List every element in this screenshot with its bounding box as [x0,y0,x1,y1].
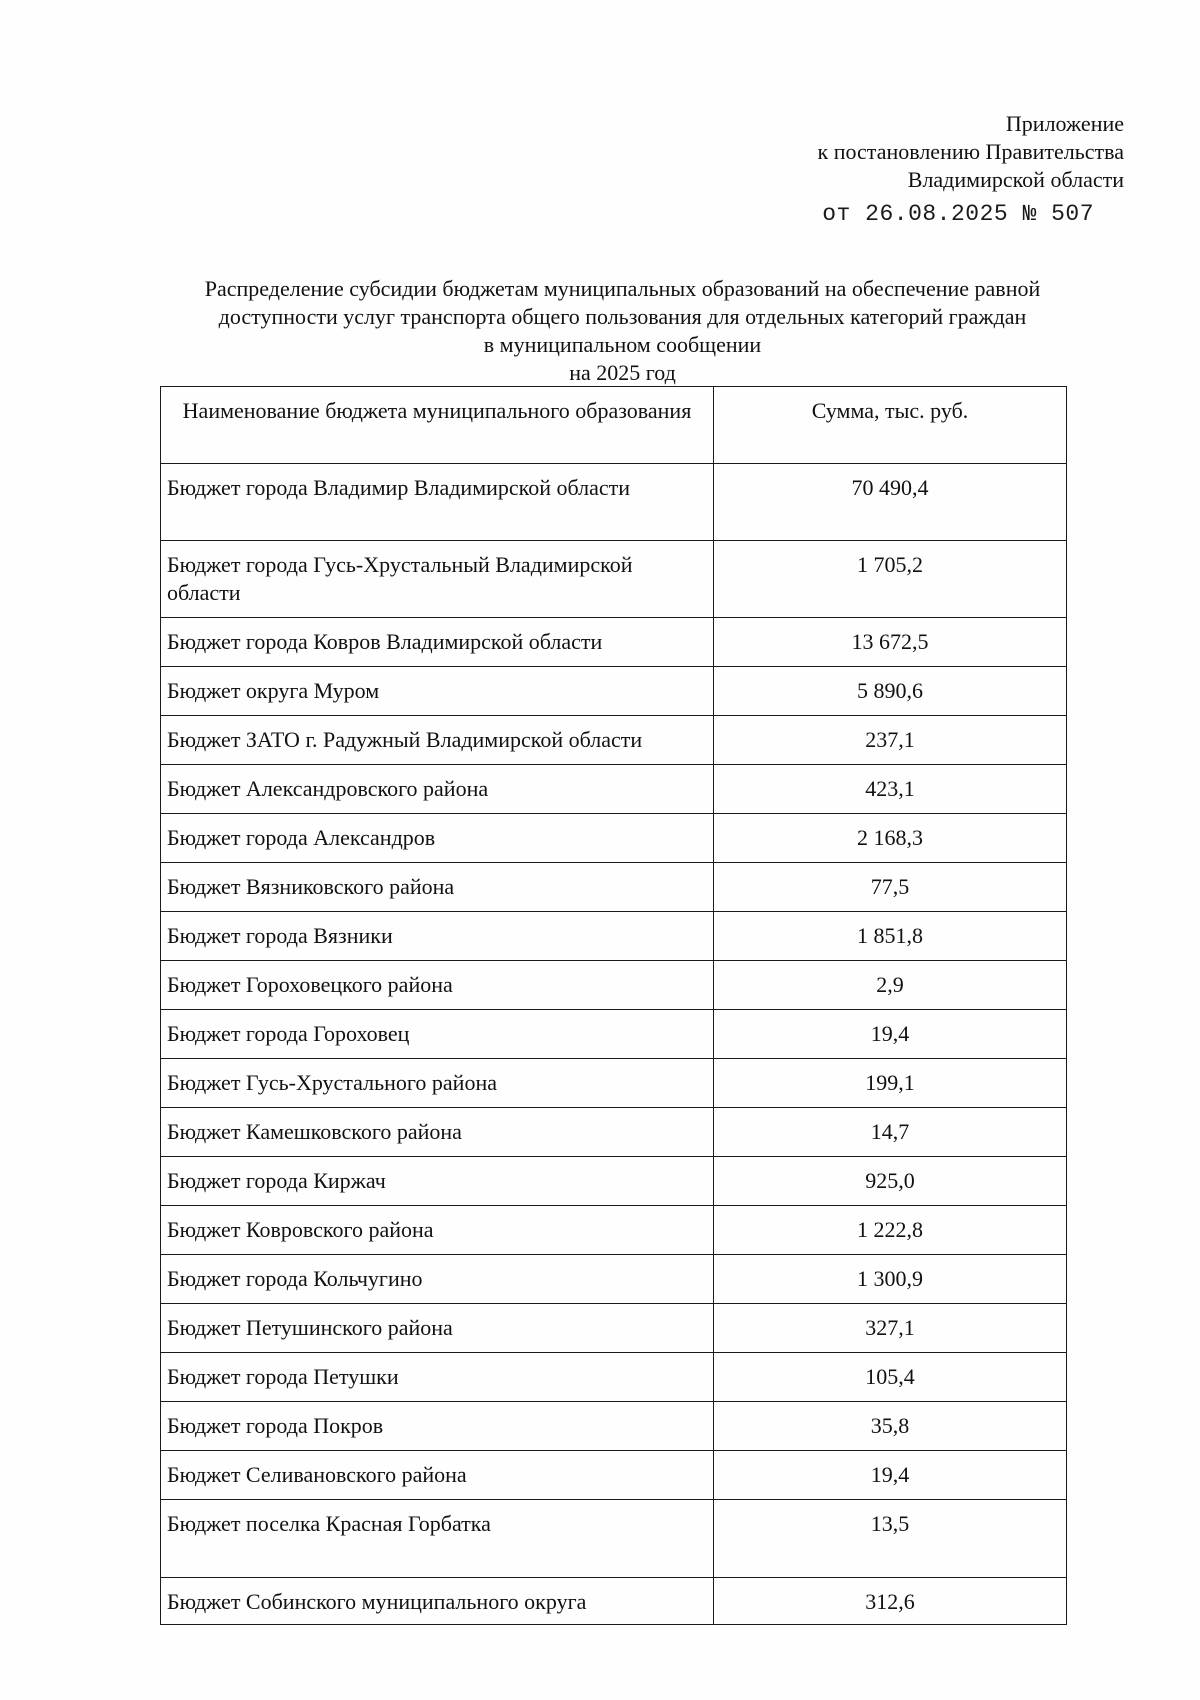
row-amount: 14,7 [714,1108,1067,1157]
row-amount: 13,5 [714,1500,1067,1578]
row-budget-name: Бюджет города Вязники [161,912,714,961]
row-budget-name: Бюджет Собинского муниципального округа [161,1578,714,1625]
table-row [161,1206,1067,1255]
table-row [161,765,1067,814]
row-amount: 5 890,6 [714,667,1067,716]
row-budget-name: Бюджет города Александров [161,814,714,863]
row-amount: 312,6 [714,1578,1067,1625]
table-row [161,618,1067,667]
table-header-row [161,387,1067,464]
table-row [161,1010,1067,1059]
document-title [150,275,1095,387]
title-line-4: на 2025 год [569,360,676,385]
row-budget-name: Бюджет города Петушки [161,1353,714,1402]
appendix-region: Владимирской области [907,167,1124,192]
row-amount: 237,1 [714,716,1067,765]
table-row [161,1157,1067,1206]
table-row [161,1451,1067,1500]
table-row [161,814,1067,863]
row-budget-name: Бюджет города Гусь-Хрустальный Владимирской области [161,541,714,618]
row-budget-name: Бюджет Александровского района [161,765,714,814]
title-line-2: доступности услуг транспорта общего пользования для отдельных категорий граждан [218,304,1027,329]
decree-number-stamp: от 26.08.2025 № 507 [822,201,1094,227]
row-budget-name: Бюджет Петушинского района [161,1304,714,1353]
row-amount: 19,4 [714,1451,1067,1500]
table-row [161,1108,1067,1157]
row-amount: 19,4 [714,1010,1067,1059]
table-row [161,1353,1067,1402]
row-budget-name: Бюджет Селивановского района [161,1451,714,1500]
table-row [161,912,1067,961]
table-row [161,1578,1067,1625]
row-amount: 1 222,8 [714,1206,1067,1255]
appendix-decree-ref: к постановлению Правительства [817,139,1124,164]
row-budget-name: Бюджет ЗАТО г. Радужный Владимирской области [161,716,714,765]
row-budget-name: Бюджет города Киржач [161,1157,714,1206]
row-amount: 925,0 [714,1157,1067,1206]
row-amount: 1 851,8 [714,912,1067,961]
table-row [161,667,1067,716]
row-amount: 70 490,4 [714,464,1067,541]
row-amount: 105,4 [714,1353,1067,1402]
row-amount: 199,1 [714,1059,1067,1108]
table-row [161,716,1067,765]
row-budget-name: Бюджет Камешковского района [161,1108,714,1157]
row-budget-name: Бюджет Гусь-Хрустального района [161,1059,714,1108]
row-budget-name: Бюджет Ковровского района [161,1206,714,1255]
table-row [161,1500,1067,1578]
table-row [161,863,1067,912]
row-budget-name: Бюджет поселка Красная Горбатка [161,1500,714,1578]
row-amount: 2 168,3 [714,814,1067,863]
row-budget-name: Бюджет города Гороховец [161,1010,714,1059]
row-amount: 423,1 [714,765,1067,814]
row-amount: 13 672,5 [714,618,1067,667]
appendix-header [818,110,1124,228]
table-row [161,1402,1067,1451]
row-amount: 1 300,9 [714,1255,1067,1304]
table-row [161,961,1067,1010]
table-row [161,1059,1067,1108]
row-amount: 77,5 [714,863,1067,912]
row-budget-name: Бюджет округа Муром [161,667,714,716]
title-line-3: в муниципальном сообщении [483,332,762,357]
row-budget-name: Бюджет города Кольчугино [161,1255,714,1304]
subsidy-table [160,386,1067,1625]
table-row [161,1304,1067,1353]
table-row [161,464,1067,541]
row-amount: 35,8 [714,1402,1067,1451]
table-row [161,1255,1067,1304]
row-amount: 327,1 [714,1304,1067,1353]
appendix-label: Приложение [1005,111,1124,136]
row-budget-name: Бюджет города Ковров Владимирской области [161,618,714,667]
row-budget-name: Бюджет Вязниковского района [161,863,714,912]
table-row [161,541,1067,618]
row-budget-name: Бюджет Гороховецкого района [161,961,714,1010]
column-header-sum: Сумма, тыс. руб. [714,387,1067,464]
row-amount: 2,9 [714,961,1067,1010]
title-line-1: Распределение субсидии бюджетам муниципальных образований на обеспечение равной [204,276,1041,301]
row-budget-name: Бюджет города Владимир Владимирской области [161,464,714,541]
row-amount: 1 705,2 [714,541,1067,618]
row-budget-name: Бюджет города Покров [161,1402,714,1451]
column-header-name: Наименование бюджета муниципального образования [161,387,714,464]
